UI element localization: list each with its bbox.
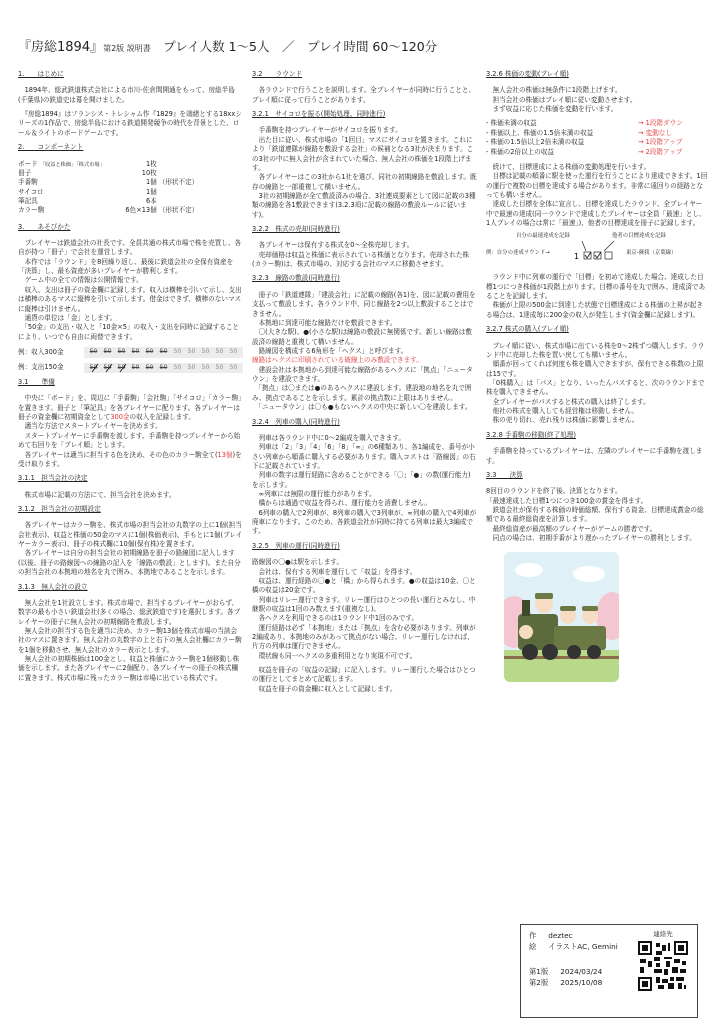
paragraph: 中央に「ボード」を、周辺に「手番駒」「会社駒」「サイコロ」「カラー駒」を置きます。冊子と「筆記具」を各プレイヤーに配ります。各プレイヤーは冊子の資金欄に初期資金として300金の収入を記録します。 適当な方法でスタートプレイヤーを決めます。 スタートプレイヤーに手番駒を渡します。手番駒を持つプレイヤーから始めて右回りを「プレイ順」とします。 各プレイヤーは適当に担当する色を決め、その色のカラー駒全て(13個)を受け取ります。 bbox=[18, 394, 242, 468]
paragraph: 各プレイヤーはカラー駒を、株式市場の担当会社の丸数字の上に1個(担当会社表示)、収益と株価の50金のマスに1個(株価表示)、手もとに1個(プレイヤーカラー表示)、冊子の株式欄に10個(保有株)を置きます。 各プレイヤーは自分の担当会社の初期線路を冊子の路線図に記入します(以後、冊子の路線図への線路の記入を「線路の敷設」とします)。また自分の担当会社の本拠地の地名を丸で囲み、本拠地であることを示します。 bbox=[18, 521, 243, 577]
column-right bbox=[486, 66, 708, 686]
svg-text:1: 1 bbox=[574, 252, 580, 262]
section-heading: 3.2.2 株式の売却(同時進行) bbox=[252, 225, 340, 234]
time-label: プレイ時間 60〜120分 bbox=[307, 39, 438, 54]
credit-row: 絵 イラストAC, Gemini bbox=[529, 941, 618, 951]
credit-row: 第1版 2024/03/24 bbox=[529, 966, 603, 976]
page-title bbox=[18, 38, 437, 57]
paragraph: 無人会社を1社設立します。株式市場で、担当するプレイヤーがおらず、数字の最も小さい鉄道会社(多くの場合、総武鉄道です)を選択します。各プレイヤーの冊子に無人会社の初期線路を敷設します。 無人会社の担当する色を適当に決め、カラー駒13個を株式市場の当該会社のマスに置きます。無人会社の丸数字の上と右下の無人会社欄にカラー駒を1個を移動させ、無人会社のカラー表示とします。 無人会社の初期株価は100金とし、収益と株価にカラー駒を1個移動し株価を示します。また各プレイヤーに2個配り、各プレイヤーの冊子の株式欄に置きます。株式市場に残ったカラー駒は市場に出ている株式です。 bbox=[18, 598, 242, 682]
section-heading: 3.2.5 列車の運行(同時進行) bbox=[252, 541, 340, 550]
list-item: - 株価以上、株価の1.5倍未満の収益 → 変動なし bbox=[486, 128, 672, 137]
column-left bbox=[18, 66, 243, 688]
credit-row: 第2版 2025/10/08 bbox=[529, 977, 603, 987]
expense-example bbox=[18, 363, 243, 374]
section-heading: 3.2.8 手番駒の移動(終了処理) bbox=[486, 430, 576, 439]
section-heading: 3.1.3 無人会社の設立 bbox=[18, 582, 88, 591]
paragraph: 各プレイヤーは保有する株式を0〜全株売却します。 売却価格は収益と株価に表示されている株価となります。売却された株(カラー駒)は、株式市場の、対応する会社のマスに移動させます。 bbox=[252, 241, 470, 269]
section-heading: 1. はじめに bbox=[18, 70, 64, 78]
section-heading: 2. コンポーネント bbox=[18, 143, 84, 152]
component-row: 冊子 10枚 bbox=[18, 168, 157, 177]
credit-box bbox=[520, 924, 698, 1018]
list-item: - 株価未満の収益 → 1段階ダウン bbox=[486, 119, 683, 128]
money-track: 50 50 50 50 50 50 50 50 50 50 50 bbox=[84, 347, 243, 358]
section-heading: 3.1 準備 bbox=[18, 378, 55, 387]
component-row: 手番駒 1個 （形状不定） bbox=[18, 178, 199, 187]
section-heading: 3.2.1 サイコロを振る(開始処理、同時進行) bbox=[252, 110, 386, 119]
component-table bbox=[18, 160, 200, 216]
component-row: ボード 「収益と株価」「株式市場」 1枚 bbox=[18, 159, 157, 168]
example-label: 例：支出150金 bbox=[18, 363, 64, 372]
paragraph: 各ラウンドで行うことを説明します。全プレイヤーが同時に行うことと、プレイ順に従って行うことがあります。 bbox=[252, 86, 476, 104]
component-row: サイコロ 1個 bbox=[18, 187, 157, 196]
paragraph: ラウンド中に列車の運行で「目標」を初めて達成した場合、達成した目標1つにつき株価が1段階上がります。目標の番号を丸で囲み、達成済であることを記録します。 株価が上限の500金に到達した状態で目標達成による株価の上昇が起きる場合は、1達成毎に200金の収入が発生します(資金欄に記録します)。 bbox=[486, 273, 706, 319]
list-item: - 株価の1.5倍以上2倍未満の収益 → 1段階アップ bbox=[486, 138, 683, 147]
stock-change-list bbox=[486, 119, 708, 156]
section-heading: 3.2.3 線路の敷設(同時進行) bbox=[252, 274, 340, 283]
contact-label: 連絡先 bbox=[653, 930, 673, 938]
title-separator: ／ bbox=[282, 39, 295, 54]
edition-label: 第2版 説明書 bbox=[103, 44, 151, 53]
component-row: 筆記具 6本 bbox=[18, 196, 157, 205]
contact-area bbox=[635, 930, 691, 994]
goal-record-diagram: 自分の最速達成を記録 他者の目標達成を記録 例：自分の達成ラウンド→ 1 東京-蘇我（京葉線） bbox=[486, 233, 677, 262]
players-label: プレイ人数 1〜5人 bbox=[163, 39, 270, 54]
paragraph: 無人会社の株価は無条件に1段階上げます。 担当会社の株価はプレイ順に従い変動させます。 まず収益に応じた株価を変動を行います。 bbox=[486, 86, 637, 114]
section-heading: 3.1.1 担当会社の決定 bbox=[18, 474, 88, 483]
paragraph: 株式市場に記載の方法にて、担当会社を決めます。 bbox=[18, 490, 176, 499]
section-heading: 3.2.7 株式の購入(プレイ順) bbox=[486, 325, 569, 334]
paragraph: 1894年、総武鉄道株式会社による市川-佐倉間開通をもって、房総半島(千葉県)の鉄道史は幕を開けました。 bbox=[18, 86, 235, 104]
paragraph: 列車は各ラウンド中に0〜2編成を購入できます。 列車は「2」「3」「4」「6」「8」「∞」の6種類あり、各1編成を、番号が小さい列車から順番に購入する必要があります。購入コストは「路線図」の右下に記載されています。 列車の数字は運行経路に含めることができる「〇」「●」の数(運行能力)を示します。 ∞列車には無限の運行能力があります。 橋からは通過で収益を得られ、運行能力を消費しません。 6列車の購入で2列車が、8列車の購入で3列車が、∞列車の購入で4列車が廃車になります。このため、各鉄道会社が同時に持てる列車は最大3編成です。 bbox=[252, 433, 477, 536]
paragraph: 続けて、目標達成による株価の変動処理を行います。 目標は記載の順番に駅を使った運行を行うことにより達成できます。1回の運行で複数の目標を達成する場合があります。非常に遠回りの経路となっても構いません。 達成した目標を全体に宣言し、目標を達成したラウンド、全プレイヤー中で最速の達成(同一ラウンドで達成したプレイヤーは全員「最速」とし、1人プレイの場合は常に「最速」)、他者の目標達成を冊子に記録します。 bbox=[486, 162, 708, 228]
paragraph: プレイヤーは鉄道会社の社長です。全員共通の株式市場で株を売買し、各自が持つ「冊子」で会社を運営します。 本作では「ラウンド」を8回繰り返し、最後に鉄道会社の全保有資産を「決算」し、最も資産が多いプレイヤーが勝利します。 ゲーム中の全ての情報は公開情報です。 収入、支出は冊子の資金欄に記録します。収入は横棒を引いて示し、支出は横棒のあるマスに縦棒を引いて示します。借金はできず、横棒のないマスに縦棒は引けません。 通貨の単位は「金」とします。 「50金」の支出・収入と「10金×5」の収入・支出を同時に記録することにより、いつでも自由に両替できます。 bbox=[18, 239, 242, 341]
paragraph: 冊子の「鉄道連隊」「建設会社」に記載の線路(各1)を、図に記載の費用を支払って敷設します。各ラウンド中、同じ線路を2つ以上敷設することはできません。 本拠地に到達可能な線路だけを敷設できます。 〇(大きな駅)、●(小さな駅)は線路の敷設に無関係です。新しい線路は敷設済の線路と重複して構いません。 路線図を構成する6角形を「ヘクス」と呼びます。 線路はヘクスに印刷されている破線上のみ敷設できます。 建設会社は本拠地から到達可能な線路があるヘクスに「拠点」「ニュータウン」を建設できます。 「拠点」は〇または●のあるヘクスに建設します。建設地の地名を丸で囲み、拠点であることを示します。累計の拠点数に上限はありません。 「ニュータウン」は〇も●もないヘクスの中央に新しい〇を建設します。 bbox=[252, 290, 476, 412]
section-heading: 3.2.4 列車の購入(同時進行) bbox=[252, 417, 340, 426]
section-heading: 3.2.6 株価の変動(プレイ順) bbox=[486, 70, 569, 78]
paragraph: 手番駒を持っているプレイヤーは、左隣のプレイヤーに手番駒を渡します。 bbox=[486, 447, 703, 465]
money-track: 50 50 50 50 50 50 50 50 50 50 50 bbox=[84, 363, 243, 374]
qr-code-icon[interactable] bbox=[638, 941, 688, 991]
section-heading: 3.3 決算 bbox=[486, 470, 523, 479]
column-middle bbox=[252, 66, 477, 699]
checkbox-icons bbox=[574, 239, 624, 263]
list-item: - 株価の2倍以上の収益 → 2段階アップ bbox=[486, 147, 683, 156]
tally-marks-icon bbox=[88, 363, 132, 373]
paragraph: 8回目のラウンドを終了後、決算となります。 「最速達成した目標1つにつき100金の賞金を得ます。 鉄道会社が保有する株価の時価総額、保有する資金、目標達成賞金の総額である最終総資産を計算します。 最終総資産が最高額のプレイヤーがゲームの勝者です。 同点の場合は、初期手番がより遅かったプレイヤーの勝利とします。 bbox=[486, 487, 704, 543]
paragraph: プレイ順に従い、株式市場に出ている株を0〜2株ずつ購入します。ラウンド中に売却した株を買い戻しても構いません。 順番が回ってくれば何度も株を購入できますが、保有できる株数の上限は15です。 「0株購入」は「パス」となり、いったんパスすると、次のラウンドまで株を購入できません。 全プレイヤーがパスすると株式の購入は終了します。 他社の株式を購入しても経営権は移動しません。 株の売り切れ、売れ残りは株価に影響しません。 bbox=[486, 341, 705, 425]
component-row: カラー駒 6色×13個 （形状不定） bbox=[18, 206, 199, 215]
example-label: 例：収入300金 bbox=[18, 347, 64, 356]
paragraph: 手番駒を持つプレイヤーがサイコロを振ります。 出た目に従い、株式市場の「1回目」マスにサイコロを置きます。これにより「鉄道連隊が線路を敷設する会社」の候補となる3社が決まります。この3社の中に無人会社が含まれていた場合、無人会社の株価を1段階上げます。 各プレイヤーはこの3社から1社を選び、同社の初期線路を敷設します。既存の線路と一部重複して構いません。 3社の初期線路が全て敷設済みの場合、3社連成要素として図に記載の3種類の線路を各1敷設できます(3.2.3項に記載の線路の敷設ルールに従います)。 bbox=[252, 126, 477, 219]
section-heading: 3. あそびかた bbox=[18, 222, 71, 231]
paragraph: 『房総1894』はフランシス・トレシャム作『1829』を端緒とする18xxシリーズの1作品で、房総半島における鉄道開発競争の時代を背景とした、ロール＆ライトのボードゲームです。 bbox=[18, 110, 242, 137]
paragraph: 路線図の〇●は駅を示します。 会社は、保有する列車を運行して「収益」を得ます。 収益は、運行経路の〇●と「橋」から得られます。●の収益は10金、〇と橋の収益は20金です。 列車はリレー運行できます。リレー運行はひとつの長い運行とみなし、中継駅の収益は1回のみ数えます(重複なし)。 各ヘクスを利用できるのは1ラウンド中1回のみです。 運行経路は必ず「本拠地」または「拠点」を含む必要があります。列車が2編成あり、本拠地のみがあって拠点がない場合、リレー運行しなければ、片方の列車は運行できません。 環状線も同一ヘクスの多重利用となり実現不可です。 収益を冊子の「収益の記録」に記入します。リレー運行した場合はひとつの運行としてまとめて記載します。 収益を冊子の資金欄に収入として記録します。 bbox=[252, 558, 476, 693]
section-heading: 3.2 ラウンド bbox=[252, 70, 303, 78]
train-soldiers-illustration bbox=[504, 552, 619, 682]
income-example bbox=[18, 347, 243, 358]
game-name: 『房総1894』 bbox=[18, 40, 104, 55]
section-heading: 3.1.2 担当会社の初期設定 bbox=[18, 504, 101, 513]
credit-row: 作 deztec bbox=[529, 931, 573, 940]
